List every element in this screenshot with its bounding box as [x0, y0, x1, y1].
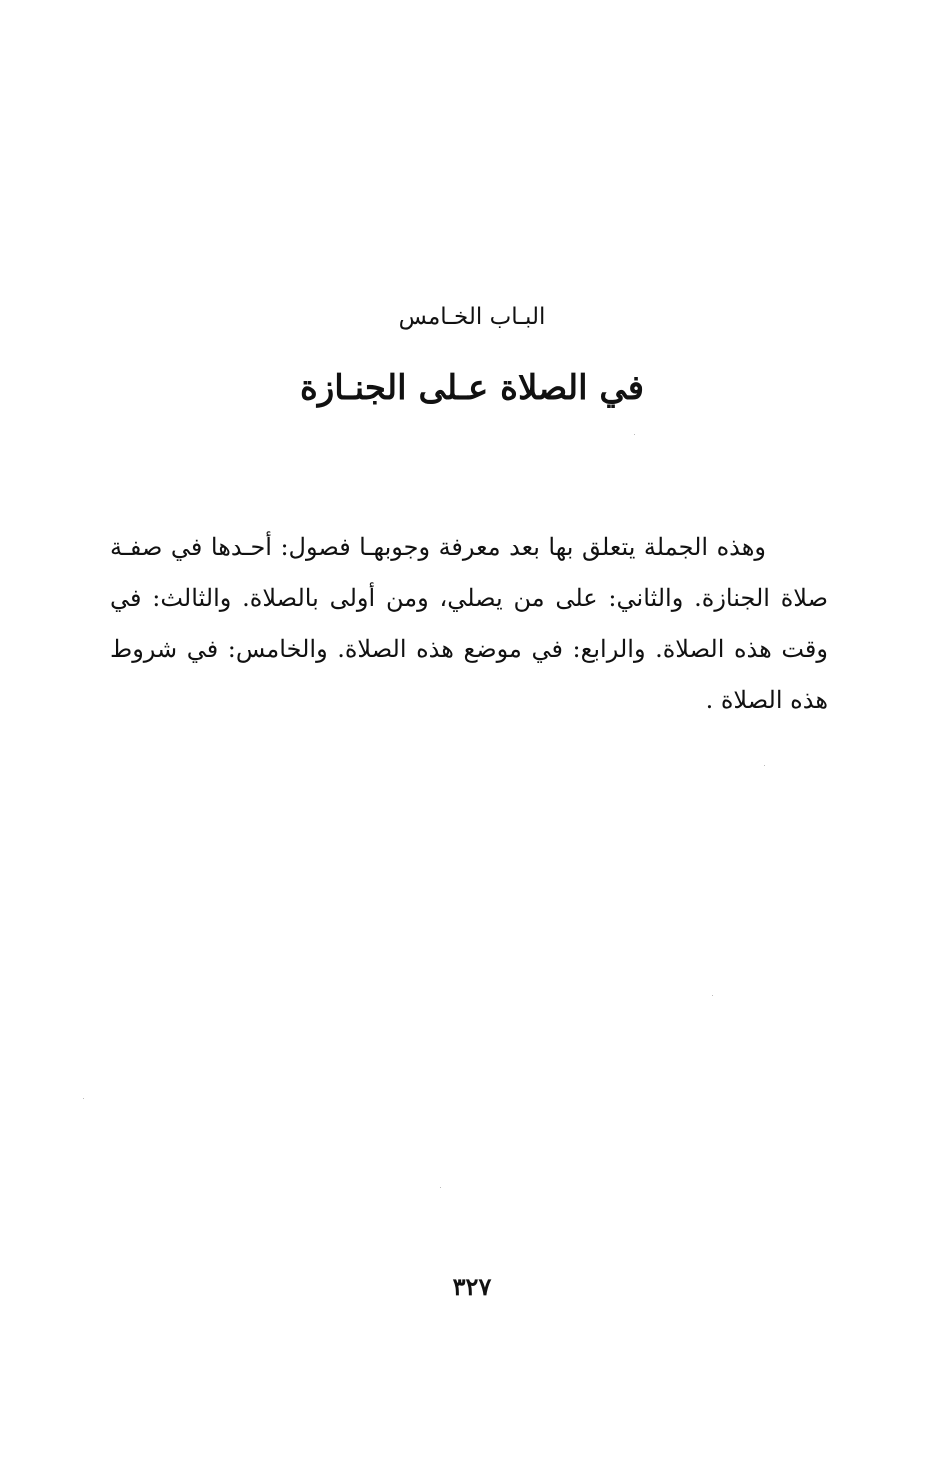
scan-speck — [712, 995, 713, 996]
body-paragraph — [110, 522, 828, 726]
scan-speck — [83, 1098, 84, 1099]
scan-speck — [634, 434, 635, 435]
body-line-4: هذه الصلاة . — [705, 686, 828, 714]
body-line-3: وقت هذه الصلاة. والرابع: في موضع هذه الصلاة. والخامس: في شروط — [110, 635, 828, 663]
body-line-2: صلاة الجنازة. والثاني: على من يصلي، ومن أولى بالصلاة. والثالث: في — [110, 584, 828, 612]
chapter-title: في الصلاة عـلى الجنـازة — [300, 368, 644, 408]
page-number: ٣٢٧ — [452, 1272, 492, 1301]
body-line-1: وهذه الجملة يتعلق بها بعد معرفة وجوبهـا فصول: أحـدها في صفـة — [110, 533, 766, 561]
scan-speck — [764, 765, 765, 766]
scan-speck — [440, 1187, 441, 1188]
chapter-label: البـاب الخـامس — [398, 304, 546, 330]
